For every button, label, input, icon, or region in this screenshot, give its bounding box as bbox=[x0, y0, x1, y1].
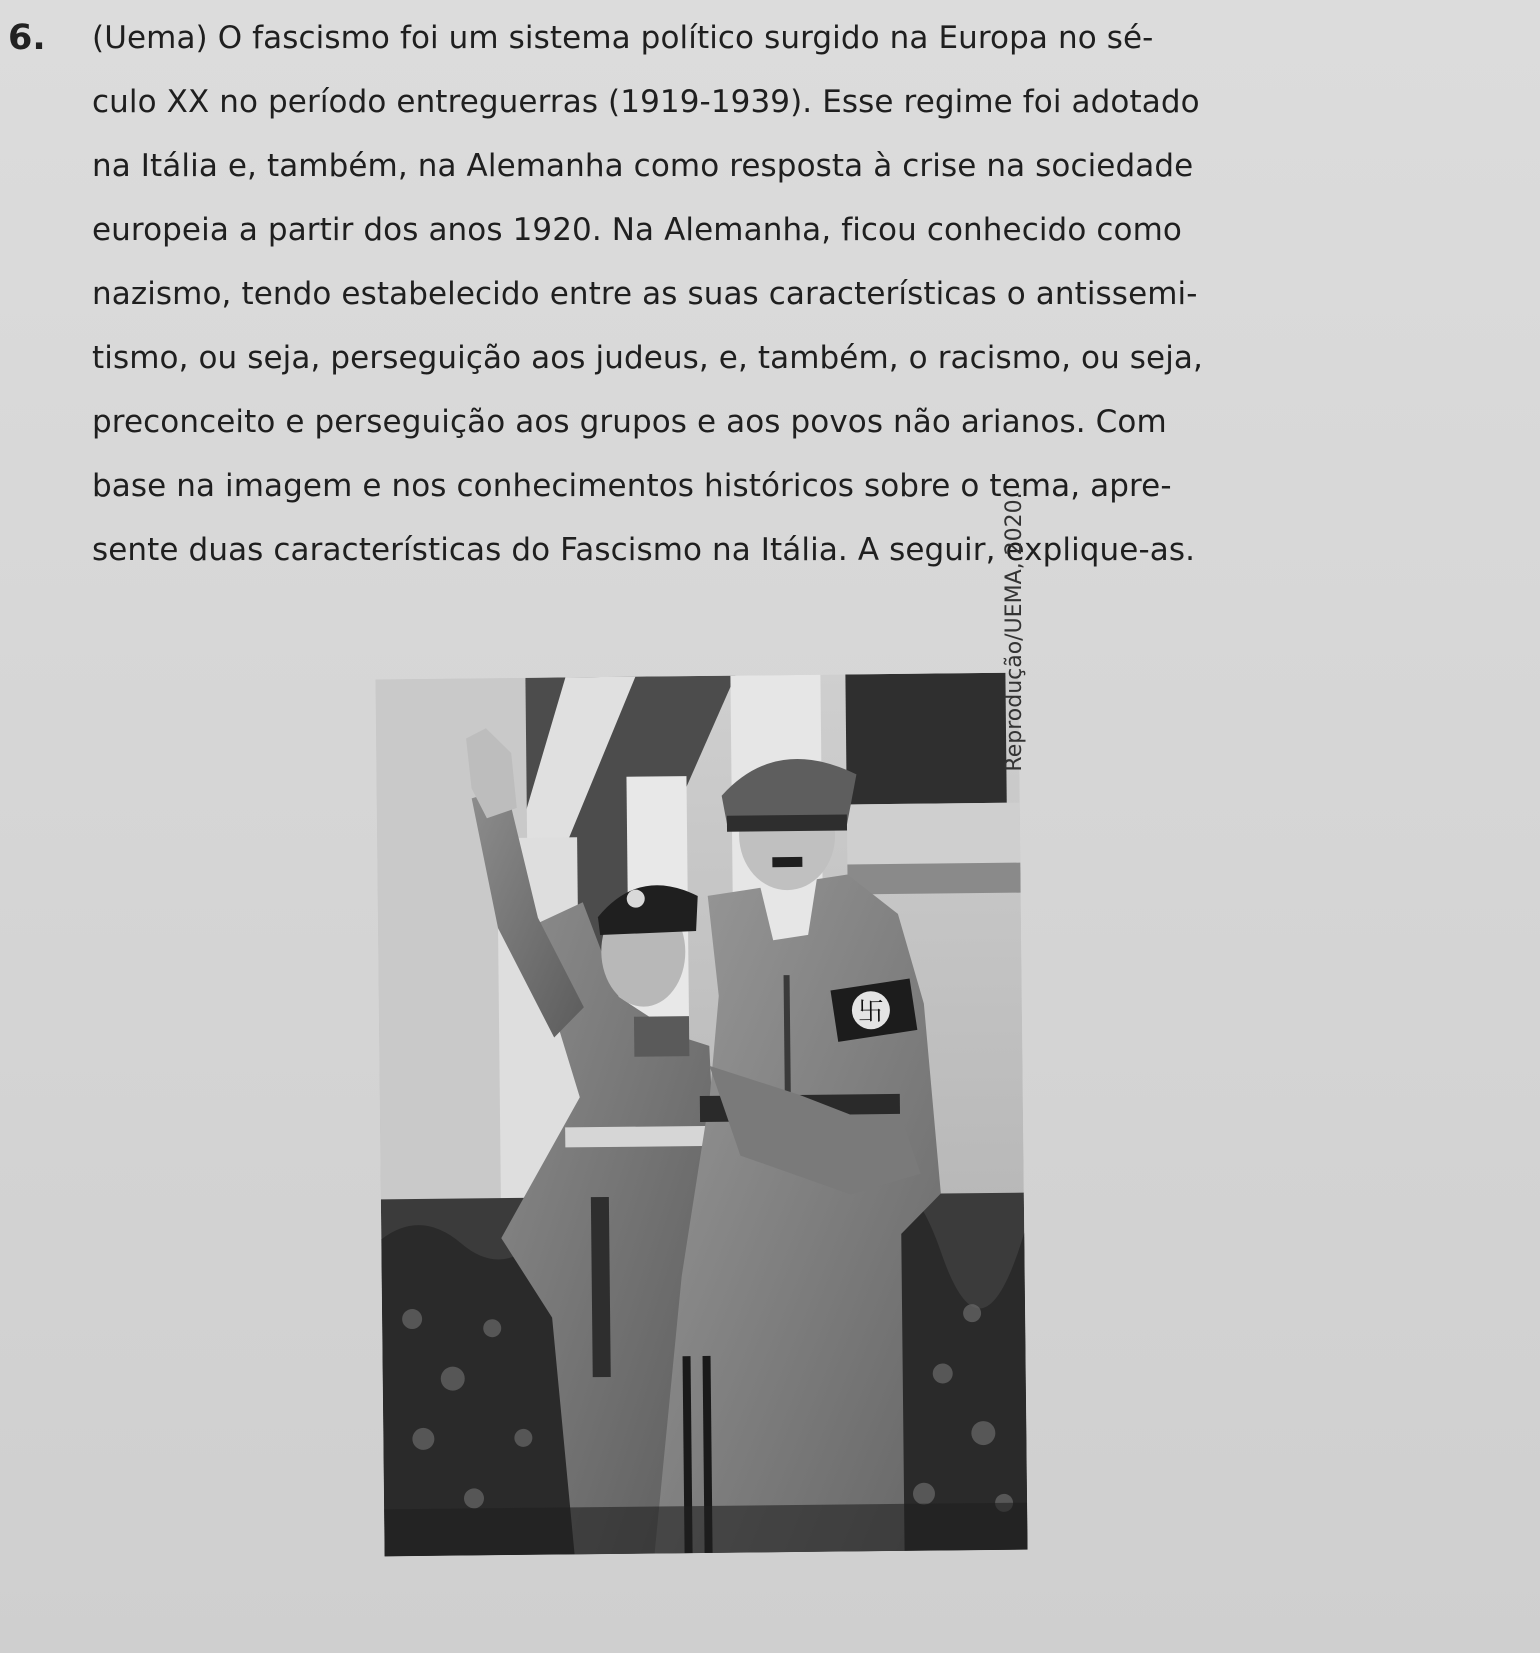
question-text-line: tismo, ou seja, perseguição aos judeus, e, também, o racismo, ou seja, bbox=[92, 340, 1203, 376]
question-text-line: preconceito e perseguição aos grupos e aos povos não arianos. Com bbox=[92, 404, 1167, 440]
question-text-line: base na imagem e nos conhecimentos históricos sobre o tema, apre- bbox=[92, 468, 1172, 504]
question-block bbox=[0, 0, 1540, 640]
historical-photo-illustration bbox=[375, 673, 1027, 1557]
question-text-line: sente duas características do Fascismo na Itália. A seguir, explique-as. bbox=[92, 532, 1196, 568]
svg-text:卐: 卐 bbox=[857, 997, 885, 1028]
question-text-line: na Itália e, também, na Alemanha como resposta à crise na sociedade bbox=[92, 148, 1194, 184]
question-text-line: europeia a partir dos anos 1920. Na Alemanha, ficou conhecido como bbox=[92, 212, 1182, 248]
image-credit: Reprodução/UEMA, 2020. bbox=[1002, 492, 1027, 772]
historical-photo bbox=[375, 673, 1027, 1557]
question-text-line: nazismo, tendo estabelecido entre as suas características o antissemi- bbox=[92, 276, 1198, 312]
question-text-line: (Uema) O fascismo foi um sistema político surgido na Europa no sé- bbox=[92, 20, 1154, 56]
question-number: 6. bbox=[8, 18, 46, 58]
question-text-line: culo XX no período entreguerras (1919-1939). Esse regime foi adotado bbox=[92, 84, 1200, 120]
